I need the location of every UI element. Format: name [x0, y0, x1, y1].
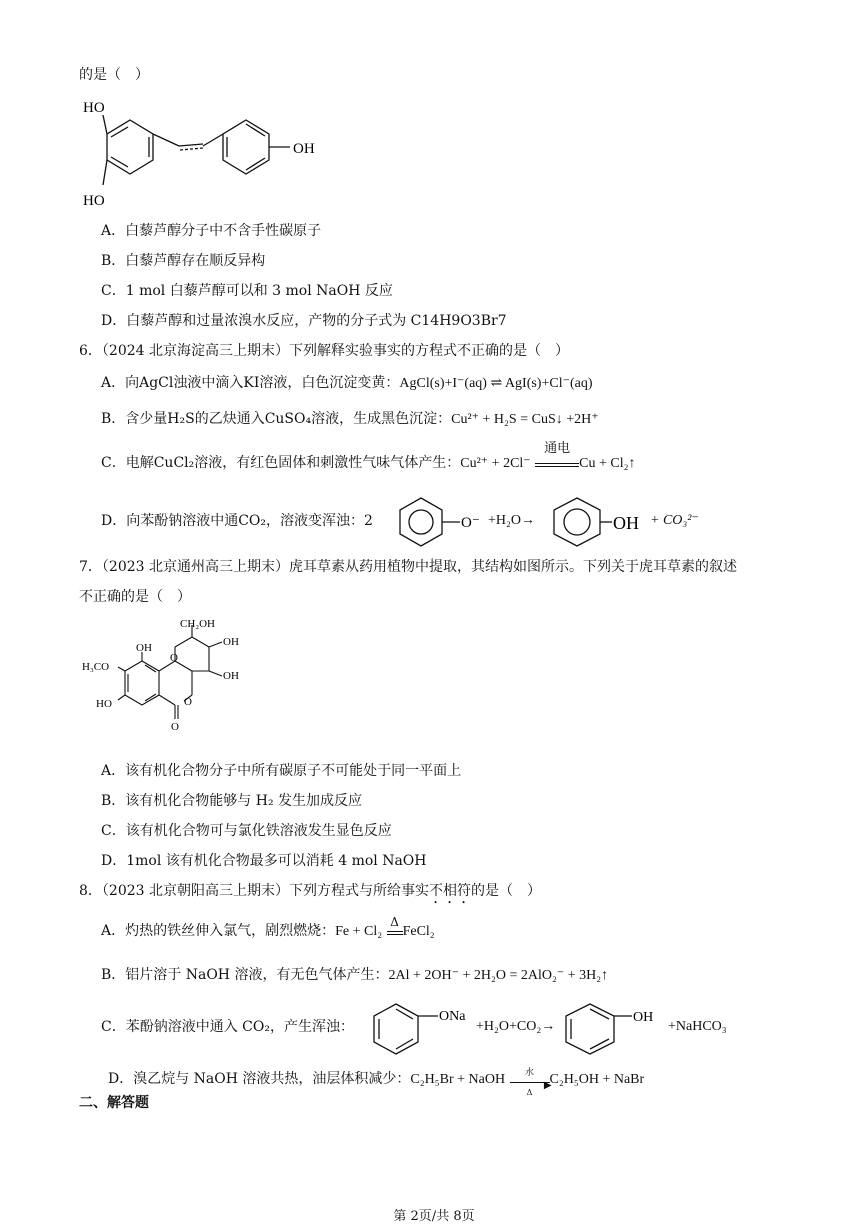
q5-stem-tail: 的是（ ）: [79, 67, 149, 83]
q6-a-equation: AgCl(s)+I⁻(aq) ⇌ AgI(s)+Cl⁻(aq): [399, 376, 593, 391]
h3co-label: H₃CO: [82, 661, 110, 673]
q6-a-text: A．向AgCl浊液中滴入KI溶液，白色沉淀变黄：: [101, 375, 400, 391]
oh-label: OH: [633, 1010, 654, 1025]
q8-option-d: [108, 1068, 645, 1097]
q6-d-text: D．向苯酚钠溶液中通CO₂，溶液变浑浊：2: [101, 513, 373, 529]
q8-option-a: [101, 915, 435, 941]
q6-c-eq-right: Cu + Cl₂↑: [579, 456, 636, 471]
o-label: O: [184, 696, 192, 708]
q7-stem-line1: 7．（2023 北京通州高三上期末）虎耳草素从药用植物中提取，其结构如图所示。下列关于虎耳草素的叙述: [79, 559, 737, 575]
q6-b-equation: Cu²⁺ + H₂S = CuS↓ +2H⁺: [451, 412, 599, 427]
q8-a-eq-left: Fe + Cl₂: [335, 924, 383, 939]
phenoxide-structure: [398, 494, 488, 550]
page-footer: 第 2页/共 8页: [393, 1209, 475, 1224]
q6-c-eq-left: Cu²⁺ + 2Cl⁻: [460, 456, 531, 471]
q8-c-end: +NaHCO₃: [668, 1019, 727, 1034]
q6-b-text: B．含少量H₂S的乙炔通入CuSO₄溶液，生成黑色沉淀：: [101, 411, 452, 427]
q8-d-condition: [510, 1068, 552, 1097]
q8-stem-pre: 8．（2023 北京朝阳高三上期末）下列方程式与所给事实: [79, 883, 429, 899]
q8-a-text: A．灼热的铁丝伸入氯气，剧烈燃烧：: [101, 923, 336, 939]
q6-d-end: + CO₃²⁻: [650, 513, 699, 528]
q8-stem-emphasis: 不相符: [429, 883, 471, 899]
oh-label: HO: [83, 193, 105, 209]
q6-option-d: [101, 512, 373, 530]
q8-stem: [79, 882, 541, 907]
q7-option-a: A．该有机化合物分子中所有碳原子不可能处于同一平面上: [101, 763, 462, 779]
oh-label: OH: [613, 513, 639, 533]
q7-option-c: C．该有机化合物可与氯化铁溶液发生显色反应: [101, 823, 392, 839]
q8-d-eq-right: C₂H₅OH + NaBr: [549, 1072, 645, 1087]
q7-option-b: B．该有机化合物能够与 H₂ 发生加成反应: [101, 793, 363, 809]
phenol-structure: [550, 494, 650, 550]
arrow-head-icon: ▶: [543, 1080, 552, 1091]
oh-label: OH: [223, 636, 239, 648]
condition-text: 通电: [544, 441, 571, 456]
oh-label: OH: [223, 670, 239, 682]
q6-option-c: [101, 441, 636, 473]
o-minus-label: O⁻: [461, 515, 480, 531]
oh-label: OH: [136, 642, 152, 654]
ch2oh-label: CH₂OH: [180, 618, 216, 630]
q8-option-c: [101, 1018, 354, 1036]
q5-option-d: D．白藜芦醇和过量浓溴水反应，产物的分子式为 C14H9O3Br7: [101, 313, 507, 329]
o-label: O: [170, 652, 178, 664]
condition-bottom: Δ: [526, 1088, 533, 1097]
q8-a-condition: [387, 915, 403, 935]
q7-option-d: D．1mol 该有机化合物最多可以消耗 4 mol NaOH: [101, 853, 427, 869]
resveratrol-structure: [75, 90, 335, 215]
q6-stem: 6．（2024 北京海淀高三上期末）下列解释实验事实的方程式不正确的是（ ）: [79, 343, 569, 359]
sodium-phenoxide-structure: [372, 1000, 482, 1056]
q8-c-text: C．苯酚钠溶液中通入 CO₂，产生浑浊：: [101, 1019, 354, 1035]
equals-bar: [535, 463, 579, 467]
q8-b-equation: 2Al + 2OH⁻ + 2H₂O = 2AlO₂⁻ + 3H₂↑: [388, 968, 609, 983]
q8-d-eq-left: C₂H₅Br + NaOH: [410, 1072, 506, 1087]
ona-label: ONa: [439, 1009, 466, 1024]
q5-option-c: C．1 mol 白藜芦醇可以和 3 mol NaOH 反应: [101, 283, 393, 299]
section-heading: 二、解答题: [79, 1095, 149, 1111]
phenol-structure: [562, 998, 662, 1056]
q6-option-a: [101, 374, 593, 393]
q6-c-condition: [535, 441, 579, 467]
q5-option-b: B．白藜芦醇存在顺反异构: [101, 253, 266, 269]
ho-label: HO: [96, 698, 112, 710]
q8-c-middle: +H₂O+CO₂→: [476, 1019, 556, 1034]
oh-label: HO: [83, 100, 105, 116]
q5-option-a: A．白藜芦醇分子中不含手性碳原子: [101, 223, 322, 239]
q8-a-eq-right: FeCl₂: [402, 924, 435, 939]
q8-stem-post: 的是（ ）: [471, 883, 541, 899]
q6-option-b: [101, 410, 599, 429]
q7-stem-line2: 不正确的是（ ）: [79, 589, 191, 605]
equals-bar: [387, 931, 403, 935]
q8-d-text: D．溴乙烷与 NaOH 溶液共热，油层体积减少：: [108, 1071, 411, 1087]
condition-text: Δ: [390, 915, 399, 929]
oh-label: OH: [293, 141, 315, 157]
bergenin-structure: [80, 615, 260, 755]
q6-c-text: C．电解CuCl₂溶液，有红色固体和刺激性气味气体产生：: [101, 455, 461, 471]
condition-top: 水: [525, 1068, 535, 1078]
q8-b-text: B．铝片溶于 NaOH 溶液，有无色气体产生：: [101, 967, 389, 983]
o-label: O: [171, 721, 179, 733]
q8-option-b: [101, 966, 608, 985]
q6-d-middle: +H₂O→: [488, 513, 535, 528]
